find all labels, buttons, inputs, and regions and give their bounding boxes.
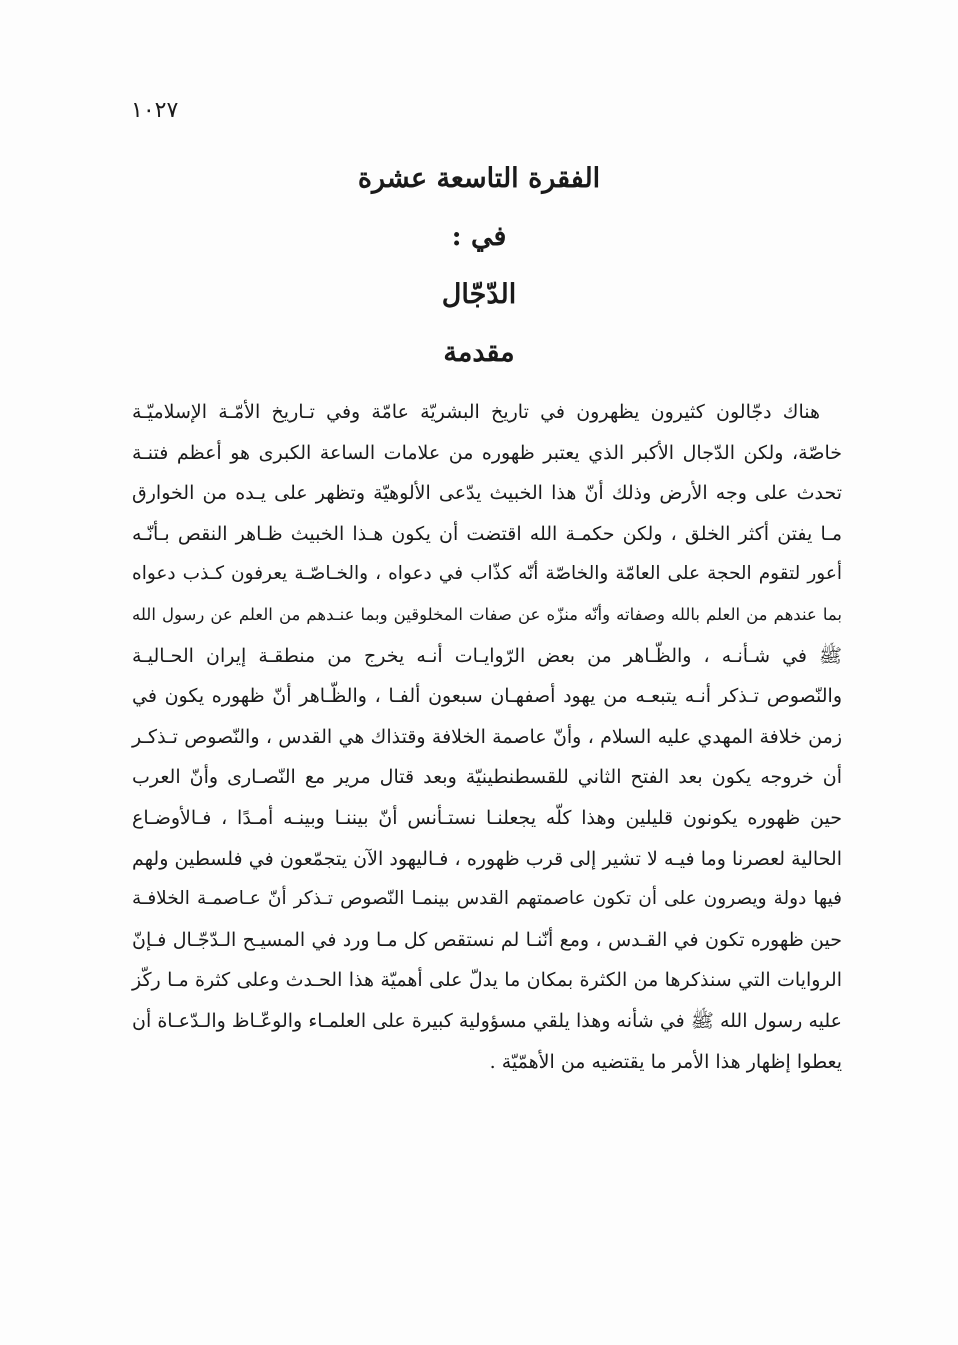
paragraph-line: والنّصوص تـذكر أنـه يتبعـه من يهود أصفهـان سبعون ألفـا ، والظّـاهر أنّ ظهوره يكون في — [132, 685, 842, 708]
paragraph-line: خاصّة، ولكن الدّجال الأكبر الذي يعتبر ظهوره من علامات الساعة الكبرى هو أعظم فتنـة — [132, 441, 842, 464]
paragraph-line: أعور لتقوم الحجة على العامّة والخاصّة أنّه كذّاب في دعواه ، والخـاصّـة يعرفون كـذب دعواه — [132, 563, 842, 585]
intro-heading: مقدمة — [443, 337, 515, 368]
body-paragraph — [132, 392, 842, 1082]
paragraph-line: ﷺ في شـأنـه ، والظّـاهر من بعض الرّوايـات أنـه يخرج من منطقـة إيران الحـاليـة — [132, 644, 842, 667]
paragraph-line: هناك دجّالون كثيرون يظهرون في تاريخ البشريّة عامّة وفي تـاريخ الأمّـة الإسلاميّـة — [132, 401, 820, 423]
paragraph-line: فيها دولة ويصرون على أن تكون عاصمتهم القدس بينمـا النّصوص تـذكر أنّ عـاصمـة الخلافـة — [132, 888, 842, 910]
heading-block — [0, 150, 958, 382]
paragraph-line: تحدث على وجه الأرض وذلك أنّ هذا الخبيث يدّعى الألوهيّة وتظهر على يـده من الخوارق — [132, 482, 842, 505]
paragraph-line: حين ظهوره تكون في القـدس ، ومع أنّنـا لم نستقص كل مـا ورد في المسيـح الـدّجّـال فـإنّ — [132, 928, 842, 951]
paragraph-line: الروايات التي سنذكرها من الكثرة بمكان ما يدلّ على أهميّة هذا الحـدث وعلى كثرة مـا ركّز — [132, 969, 842, 992]
paragraph-line: حين ظهوره يكونون قليلين وهذا كلّه يجعلنـا نستـأنس أنّ بيننـا وبينـه أمـدًا ، فـالأوضـاع — [132, 806, 842, 829]
paragraph-line: الحالية لعصرنا وما فيـه لا تشير إلى قرب ظهوره ، فـاليهود الآن يتجمّعون في فلسطين ولهم — [132, 847, 842, 870]
paragraph-line: عليه رسول الله ﷺ في شأنه وهذا يلقي مسؤولية كبيرة على العلمـاء والوعّـاظ والـدّعـاة أن — [132, 1009, 842, 1032]
paragraph-line: بما عندهم من العلم بالله وصفاته وأنّه منزّه عن صفات المخلوقين وبما عنـدهم من العلم عن رسول الله — [132, 604, 842, 624]
paragraph-line: مـا يفتن أكثر الخلق ، ولكن حكمـة الله اقتضت أن يكون هـذا الخبيث ظـاهر النقص بـأنّـه — [132, 522, 842, 545]
subject-heading: الدّجّال — [441, 279, 517, 310]
page-number: ١٠٢٧ — [131, 98, 179, 123]
paragraph-line: يعطوا إظهار هذا الأمر ما يقتضيه من الأهمّيّة . — [489, 1050, 842, 1073]
fi-heading: في : — [451, 221, 507, 252]
paragraph-line: زمن خلافة المهدي عليه السلام ، وأنّ عاصمة الخلافة وقتذاك هي القدس ، والنّصوص تـذكـر — [132, 725, 842, 748]
paragraph-line: أن خروجه يكون بعد الفتح الثاني للقسطنطينيّة وبعد قتال مرير مع النّصـارى وأنّ العرب — [132, 766, 842, 789]
section-heading: الفقرة التاسعة عشرة — [357, 163, 601, 194]
